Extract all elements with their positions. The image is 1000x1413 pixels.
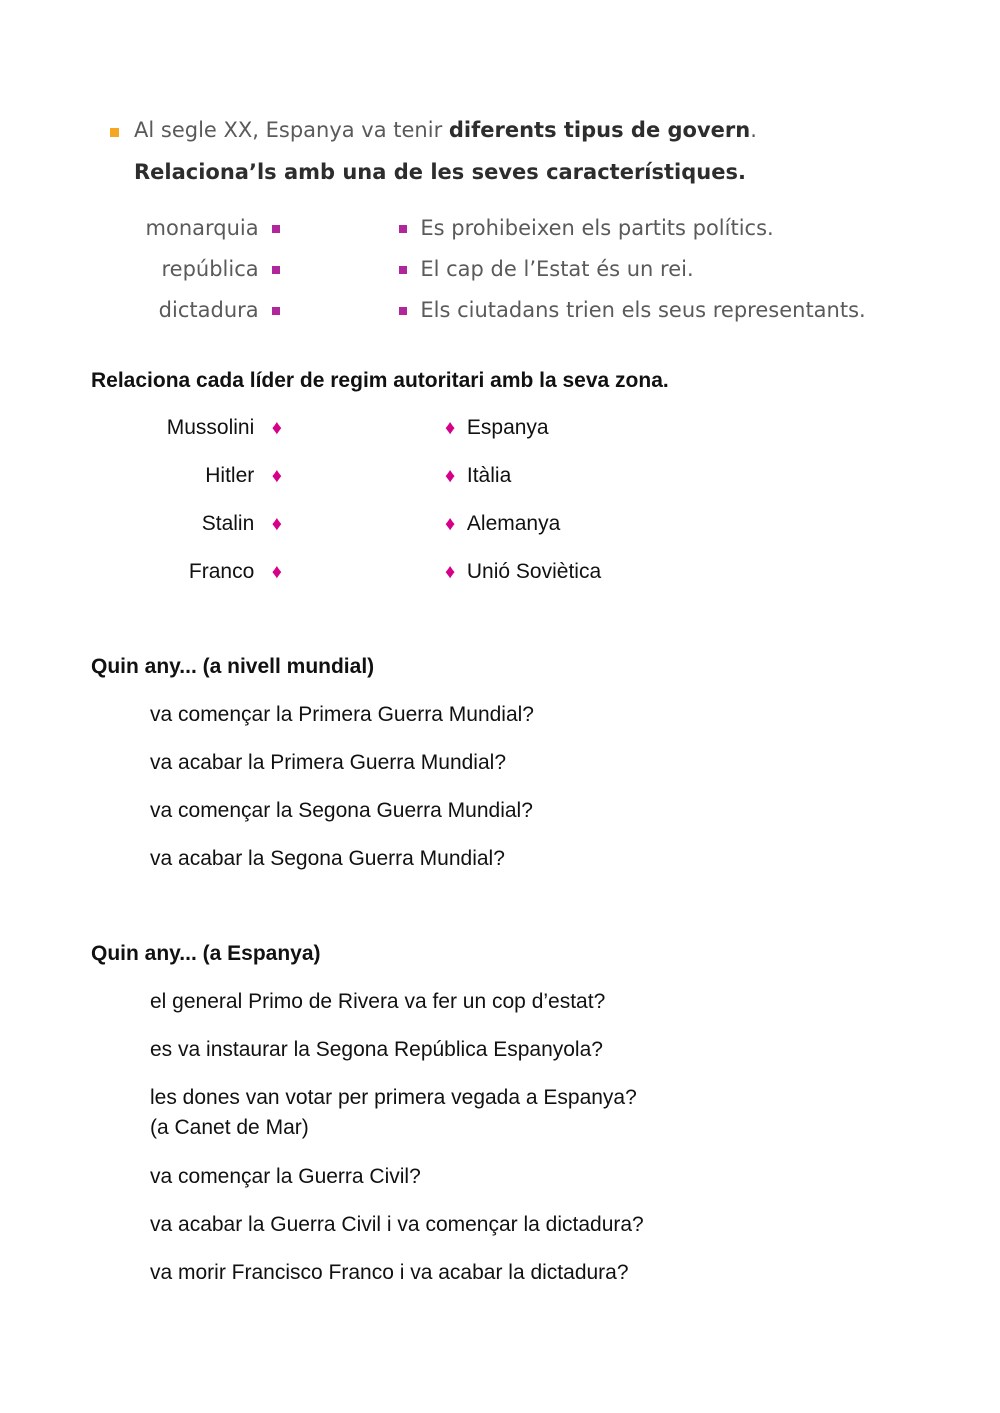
diamond-icon: ♦ [271,417,282,439]
world-question-4: va acabar la Segona Guerra Mundial? [150,847,505,870]
match-point-icon [272,307,280,315]
term-dictadura [159,298,280,322]
section1-instruction: Relaciona’ls amb una de les seves característiques. [134,160,746,184]
term-monarquia [146,216,280,240]
diamond-icon: ♦ [445,513,456,535]
country-label: Unió Soviètica [466,560,602,583]
leader-label: Mussolini [166,416,255,439]
match-point-icon [399,225,407,233]
section2-title: Relaciona cada líder de regim autoritari amb la seva zona. [91,369,669,392]
leader-label: Franco [188,560,255,583]
country-alemanya [445,512,560,536]
section1-intro-pre: Al segle XX, Espanya va tenir [134,118,449,142]
section1-intro-bold: diferents tipus de govern [448,118,751,142]
world-question-2: va acabar la Primera Guerra Mundial? [150,751,506,774]
spain-question-3: les dones van votar per primera vegada a Espanya? [150,1086,637,1109]
characteristic-3 [399,298,866,322]
spain-question-4: va començar la Guerra Civil? [150,1165,421,1188]
characteristic-label: Els ciutadans trien els seus representants. [420,298,866,322]
leader-hitler [205,464,282,488]
match-point-icon [272,266,280,274]
country-italia [445,464,511,488]
diamond-icon: ♦ [445,417,456,439]
term-label: república [161,257,259,281]
spain-question-6: va morir Francisco Franco i va acabar la dictadura? [150,1261,629,1284]
spain-question-5: va acabar la Guerra Civil i va començar la dictadura? [150,1213,644,1236]
leader-label: Hitler [205,464,255,487]
diamond-icon: ♦ [271,465,282,487]
section1-intro [134,118,757,142]
leader-franco [189,560,282,584]
term-label: dictadura [158,298,259,322]
section4-title: Quin any... (a Espanya) [91,942,321,965]
spain-question-3-note: (a Canet de Mar) [150,1116,309,1139]
characteristic-label: Es prohibeixen els partits polítics. [420,216,774,240]
country-label: Alemanya [466,512,561,535]
term-label: monarquia [145,216,259,240]
spain-question-1: el general Primo de Rivera va fer un cop d’estat? [150,990,606,1013]
leader-label: Stalin [201,512,255,535]
characteristic-2 [399,257,694,281]
match-point-icon [272,225,280,233]
diamond-icon: ♦ [445,561,456,583]
country-label: Itàlia [466,464,512,487]
diamond-icon: ♦ [271,513,282,535]
orange-bullet-icon [110,128,119,137]
spain-question-2: es va instaurar la Segona República Espanyola? [150,1038,603,1061]
leaders-column [100,416,282,596]
match-point-icon [399,307,407,315]
section1-intro-post: . [750,118,757,142]
section1-left-column [100,216,280,326]
match-point-icon [399,266,407,274]
leader-mussolini [167,416,282,440]
characteristic-1 [399,216,774,240]
diamond-icon: ♦ [445,465,456,487]
world-question-3: va començar la Segona Guerra Mundial? [150,799,533,822]
characteristic-label: El cap de l’Estat és un rei. [420,257,694,281]
diamond-icon: ♦ [271,561,282,583]
leader-stalin [202,512,282,536]
section3-title: Quin any... (a nivell mundial) [91,655,375,678]
country-espanya [445,416,549,440]
term-republica [161,257,280,281]
country-unio-sovietica [445,560,601,584]
country-label: Espanya [466,416,549,439]
world-question-1: va començar la Primera Guerra Mundial? [150,703,534,726]
